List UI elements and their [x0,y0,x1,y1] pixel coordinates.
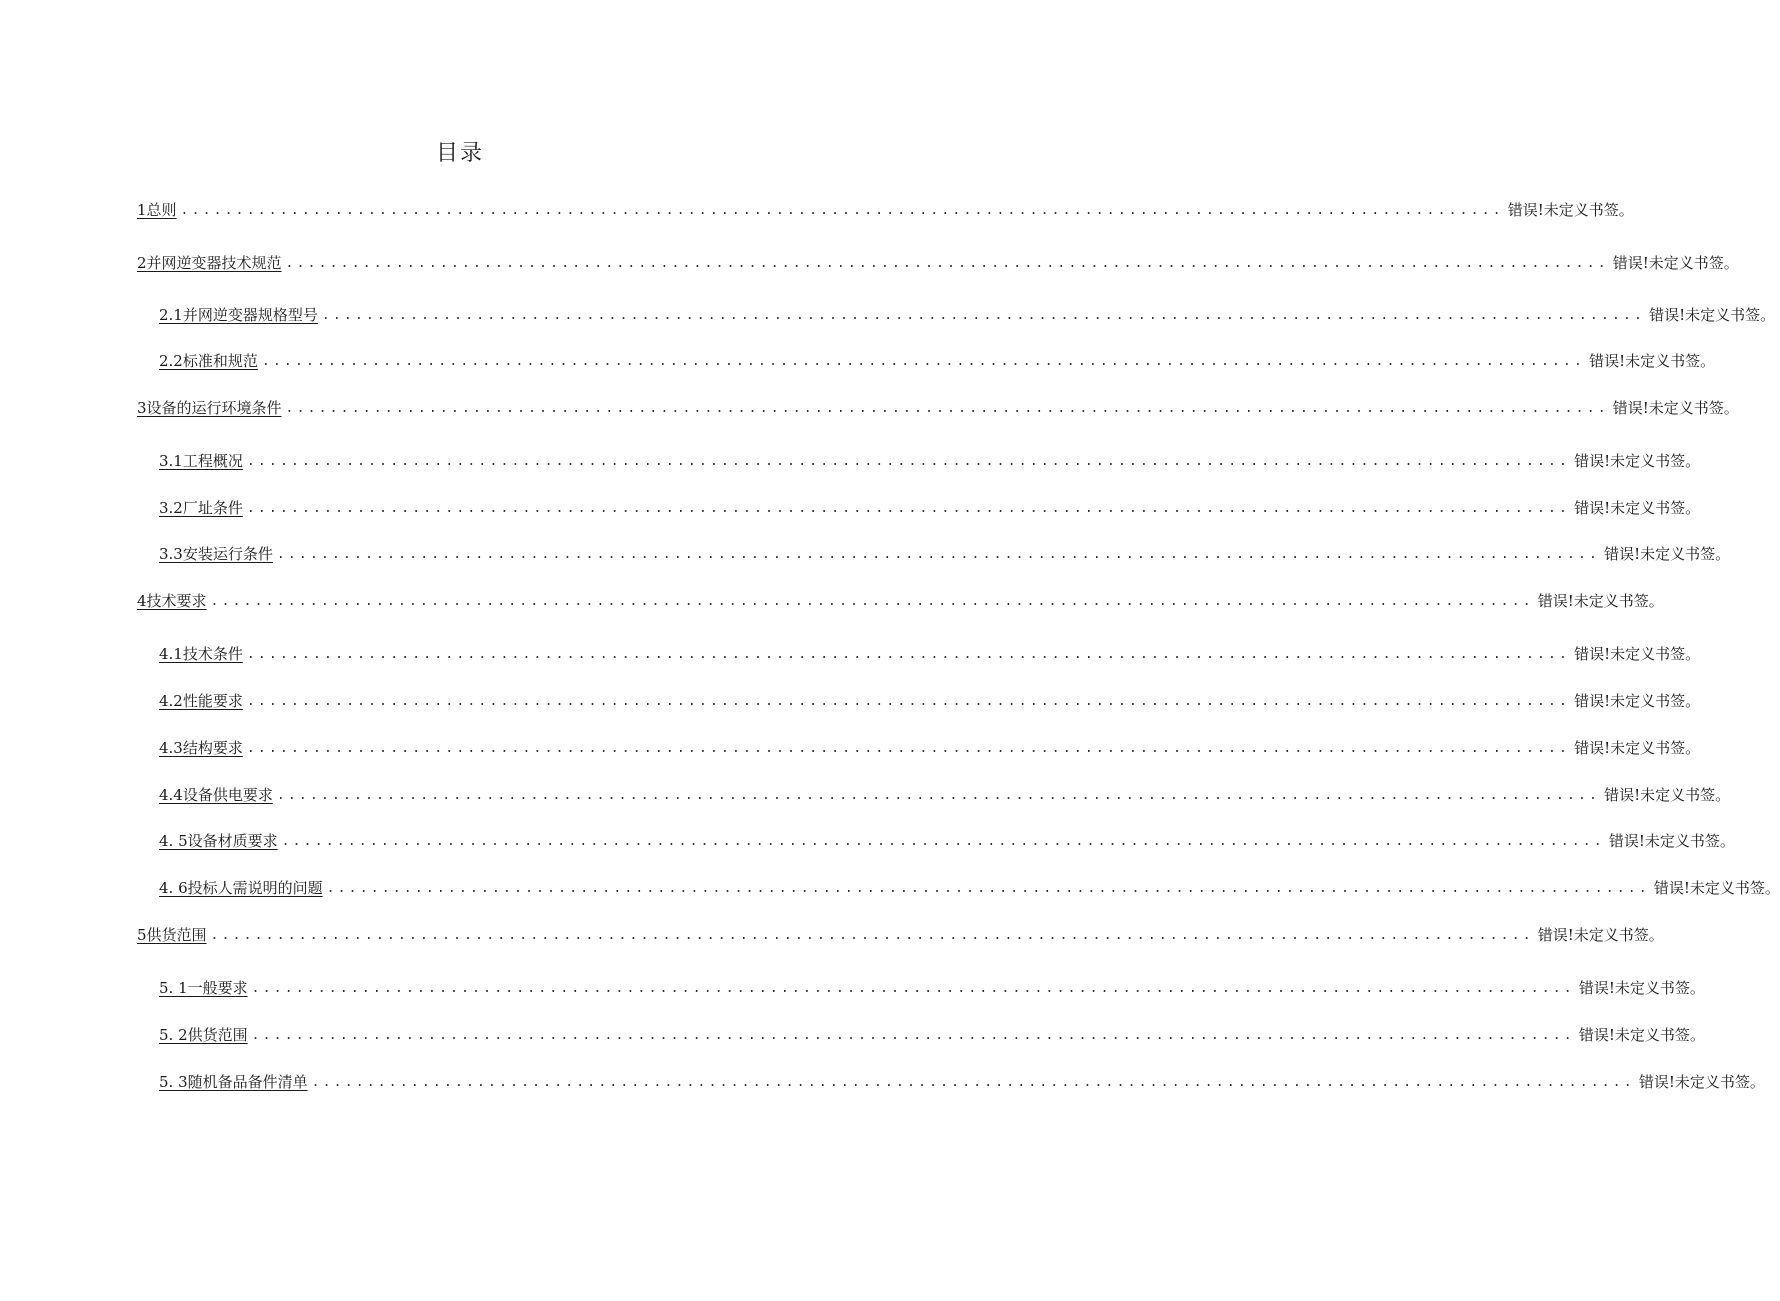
toc-link[interactable]: 2并网逆变器技术规范 [137,254,282,272]
toc-link[interactable]: 4.4设备供电要求 [159,786,273,804]
toc-link[interactable]: 5. 2供货范围 [159,1026,248,1044]
toc-entry-4-5[interactable] [159,830,1735,852]
toc-link[interactable]: 3设备的运行环境条件 [137,399,282,417]
toc-link[interactable]: 4.2性能要求 [159,692,243,710]
toc-entry-2-1[interactable] [159,304,1776,326]
toc-page-ref: 错误!未定义书签。 [1649,306,1776,324]
toc-entry-2-2[interactable] [159,350,1716,372]
toc-entry-5[interactable] [137,924,1664,946]
toc-entry-4-3[interactable] [159,737,1701,759]
toc-link[interactable]: 5. 1一般要求 [159,979,248,997]
toc-entry-3[interactable] [137,397,1739,419]
toc-page-ref: 错误!未定义书签。 [1578,1026,1705,1044]
toc-leader: ........................................................................................................................ [246,454,1571,469]
toc-page-ref: 错误!未定义书签。 [1507,201,1634,219]
toc-link[interactable]: 3.2厂址条件 [159,499,243,517]
toc-page-ref: 错误!未定义书签。 [1638,1073,1765,1091]
toc-page-ref: 错误!未定义书签。 [1612,254,1739,272]
toc-leader: ........................................................................................................................ [246,694,1571,709]
toc-page-ref: 错误!未定义书签。 [1574,645,1701,663]
toc-leader: ........................................................................................................................ [326,881,1650,896]
toc-leader: ........................................................................................................................ [210,928,1534,943]
toc-link[interactable]: 4. 5设备材质要求 [159,832,278,850]
toc-link[interactable]: 5供货范围 [137,926,207,944]
toc-page-ref: 错误!未定义书签。 [1604,545,1731,563]
toc-link[interactable]: 4技术要求 [137,592,207,610]
toc-page-ref: 错误!未定义书签。 [1578,979,1705,997]
toc-entry-5-2[interactable] [159,1024,1705,1046]
toc-page-ref: 错误!未定义书签。 [1574,739,1701,757]
toc-leader: ........................................................................................................................ [285,401,1609,416]
toc-link[interactable]: 2.2标准和规范 [159,352,258,370]
toc-link[interactable]: 4.3结构要求 [159,739,243,757]
toc-page-ref: 错误!未定义书签。 [1653,879,1780,897]
toc-leader: ........................................................................................................................ [246,741,1571,756]
toc-page-ref: 错误!未定义书签。 [1608,832,1735,850]
toc-leader: ........................................................................................................................ [276,547,1601,562]
toc-page-ref: 错误!未定义书签。 [1574,692,1701,710]
toc-entry-3-3[interactable] [159,543,1731,565]
toc-page-ref: 错误!未定义书签。 [1589,352,1716,370]
toc-entry-4-2[interactable] [159,690,1701,712]
toc-entry-2[interactable] [137,252,1739,274]
toc-leader: ........................................................................................................................ [311,1075,1635,1090]
toc-leader: ........................................................................................................................ [210,594,1534,609]
toc-page-ref: 错误!未定义书签。 [1537,592,1664,610]
toc-link[interactable]: 1总则 [137,201,177,219]
toc-link[interactable]: 4. 6投标人需说明的问题 [159,879,323,897]
toc-link[interactable]: 5. 3随机备品备件清单 [159,1073,308,1091]
toc-leader: ........................................................................................................................ [246,501,1571,516]
toc-leader: ........................................................................................................................ [180,203,1504,218]
toc-entry-3-2[interactable] [159,497,1701,519]
page-title: 目录 [435,141,484,166]
toc-entry-5-3[interactable] [159,1071,1765,1093]
toc-page-ref: 错误!未定义书签。 [1612,399,1739,417]
toc-leader: ........................................................................................................................ [251,1028,1575,1043]
toc-entry-4[interactable] [137,590,1664,612]
toc-page-ref: 错误!未定义书签。 [1574,452,1701,470]
toc-leader: ........................................................................................................................ [246,647,1571,662]
toc-link[interactable]: 3.3安装运行条件 [159,545,273,563]
toc-entry-5-1[interactable] [159,977,1705,999]
toc-leader: ........................................................................................................................ [276,788,1601,803]
toc-leader: ........................................................................................................................ [261,354,1586,369]
toc-link[interactable]: 4.1技术条件 [159,645,243,663]
toc-entry-4-6[interactable] [159,877,1780,899]
toc-leader: ........................................................................................................................ [285,256,1609,271]
toc-entry-4-4[interactable] [159,784,1731,806]
toc-page-ref: 错误!未定义书签。 [1574,499,1701,517]
toc-link[interactable]: 3.1工程概况 [159,452,243,470]
toc-entry-3-1[interactable] [159,450,1701,472]
toc-leader: ........................................................................................................................ [251,981,1575,996]
toc-page-ref: 错误!未定义书签。 [1537,926,1664,944]
toc-entry-4-1[interactable] [159,643,1701,665]
toc-leader: ........................................................................................................................ [281,834,1605,849]
toc-entry-1[interactable] [137,199,1634,221]
toc-leader: ........................................................................................................................ [321,308,1646,323]
toc-link[interactable]: 2.1并网逆变器规格型号 [159,306,318,324]
toc-page-ref: 错误!未定义书签。 [1604,786,1731,804]
